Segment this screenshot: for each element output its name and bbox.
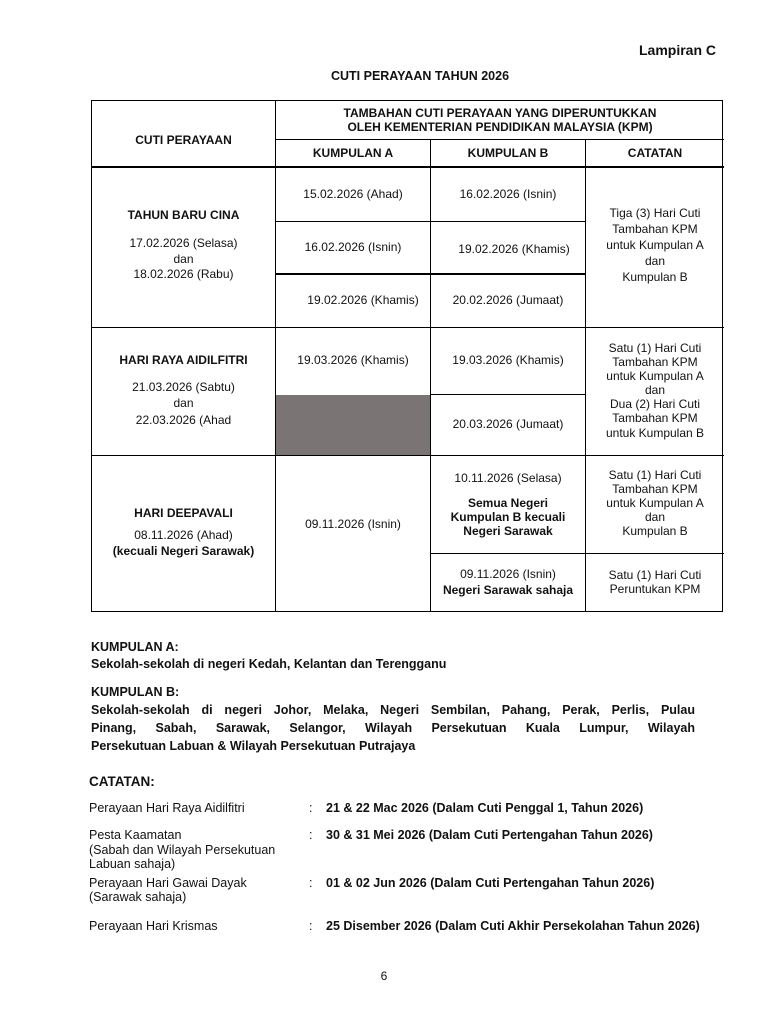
kumpulan-b-date: 19.02.2026 (Khamis) [458,242,570,256]
kumpulan-a-heading: KUMPULAN A: [91,640,179,654]
catatan-note: untuk Kumpulan A [606,238,704,252]
catatan-note: untuk Kumpulan B [605,426,705,440]
page-number: 6 [380,969,388,983]
col-header-cuti-perayaan: CUTI PERAYAAN [135,133,232,147]
col-header-kumpulan-a: KUMPULAN A [312,146,394,160]
holiday-date-connector: dan [173,252,194,266]
catatan-note: untuk Kumpulan A [606,496,704,510]
catatan-item-value: 30 & 31 Mei 2026 (Dalam Cuti Pertengahan Tahun 2026) [326,828,653,842]
kumpulan-b-date: 19.03.2026 (Khamis) [452,353,564,367]
catatan-colon: : [309,801,313,815]
catatan-colon: : [309,828,313,842]
catatan-note: untuk Kumpulan A [606,369,704,383]
kumpulan-b-text: Persekutuan Labuan & Wilayah Persekutuan Putrajaya [91,739,416,753]
catatan-note: Satu (1) Hari Cuti [608,341,702,355]
holiday-name: TAHUN BARU CINA [127,208,240,222]
holiday-exception: (kecuali Negeri Sarawak) [112,544,255,558]
catatan-note: Tiga (3) Hari Cuti [609,206,701,220]
catatan-item-value: 21 & 22 Mac 2026 (Dalam Cuti Penggal 1, Tahun 2026) [326,801,644,815]
kumpulan-b-note: Semua Negeri [467,496,549,510]
catatan-note: Peruntukan KPM [609,582,701,596]
kumpulan-a-date: 16.02.2026 (Isnin) [304,240,402,254]
appendix-label: Lampiran C [638,42,716,58]
group-header-line1: TAMBAHAN CUTI PERAYAAN YANG DIPERUNTUKKAN [343,106,657,120]
catatan-item-label: Perayaan Hari Gawai Dayak [89,876,247,890]
catatan-note: Tambahan KPM [612,355,698,369]
catatan-note: Satu (1) Hari Cuti [608,468,702,482]
kumpulan-b-text: Sekolah-sekolah di negeri Johor, Melaka, Negeri Sembilan, Pahang, Perak, Perlis, Pulau [91,703,695,717]
holiday-date: 18.02.2026 (Rabu) [133,267,234,281]
kumpulan-a-date: 19.03.2026 (Khamis) [297,353,409,367]
kumpulan-b-note: Negeri Sarawak sahaja [442,583,574,597]
kumpulan-a-date: 15.02.2026 (Ahad) [303,187,403,201]
catatan-note: Kumpulan B [622,270,688,284]
shaded-empty-cell [276,395,430,455]
kumpulan-b-note: Kumpulan B kecuali [450,510,566,524]
kumpulan-b-date: 10.11.2026 (Selasa) [454,471,562,485]
catatan-note: Dua (2) Hari Cuti [609,397,701,411]
catatan-colon: : [309,876,313,890]
catatan-item-label: Perayaan Hari Krismas [89,919,218,933]
kumpulan-b-date: 09.11.2026 (Isnin) [460,567,556,581]
catatan-note: Tambahan KPM [612,222,698,236]
holiday-date: 17.02.2026 (Selasa) [129,236,238,250]
catatan-item-value: 01 & 02 Jun 2026 (Dalam Cuti Pertengahan Tahun 2026) [326,876,655,890]
catatan-item-label: (Sabah dan Wilayah Persekutuan [89,843,276,857]
kumpulan-b-note: Negeri Sarawak [463,524,553,538]
catatan-note: Kumpulan B [622,524,688,538]
holiday-table [91,100,723,612]
kumpulan-a-date: 19.02.2026 (Khamis) [307,293,419,307]
catatan-note: dan [644,254,666,268]
holiday-name: HARI DEEPAVALI [134,506,233,520]
catatan-heading: CATATAN: [89,774,155,789]
catatan-note: dan [644,510,666,524]
catatan-note: Satu (1) Hari Cuti [608,568,702,582]
kumpulan-b-date: 20.03.2026 (Jumaat) [452,417,564,431]
kumpulan-a-text: Sekolah-sekolah di negeri Kedah, Kelantan dan Terengganu [91,657,447,671]
col-header-kumpulan-b: KUMPULAN B [467,146,549,160]
kumpulan-b-text: Pinang, Sabah, Sarawak, Selangor, Wilayah Persekutuan Kuala Lumpur, Wilayah [91,721,695,735]
catatan-item-label: Labuan sahaja) [89,857,176,871]
catatan-item-label: (Sarawak sahaja) [89,890,187,904]
catatan-note: Tambahan KPM [612,411,698,425]
catatan-note: Tambahan KPM [612,482,698,496]
holiday-date: 22.03.2026 (Ahad [135,413,232,427]
holiday-date-connector: dan [173,396,194,410]
kumpulan-a-date: 09.11.2026 (Isnin) [305,517,401,531]
kumpulan-b-date: 16.02.2026 (Isnin) [459,187,557,201]
catatan-item-label: Pesta Kaamatan [89,828,182,842]
col-header-catatan: CATATAN [627,146,683,160]
holiday-name: HARI RAYA AIDILFITRI [119,353,248,367]
page-title: CUTI PERAYAAN TAHUN 2026 [330,69,510,83]
holiday-date: 08.11.2026 (Ahad) [134,528,233,542]
kumpulan-b-heading: KUMPULAN B: [91,685,180,699]
holiday-date: 21.03.2026 (Sabtu) [132,380,235,394]
kumpulan-b-date: 20.02.2026 (Jumaat) [452,293,564,307]
catatan-item-value: 25 Disember 2026 (Dalam Cuti Akhir Persekolahan Tahun 2026) [326,919,700,933]
catatan-colon: : [309,919,313,933]
catatan-item-label: Perayaan Hari Raya Aidilfitri [89,801,245,815]
group-header-line2: OLEH KEMENTERIAN PENDIDIKAN MALAYSIA (KPM) [347,120,653,134]
catatan-note: dan [644,383,666,397]
